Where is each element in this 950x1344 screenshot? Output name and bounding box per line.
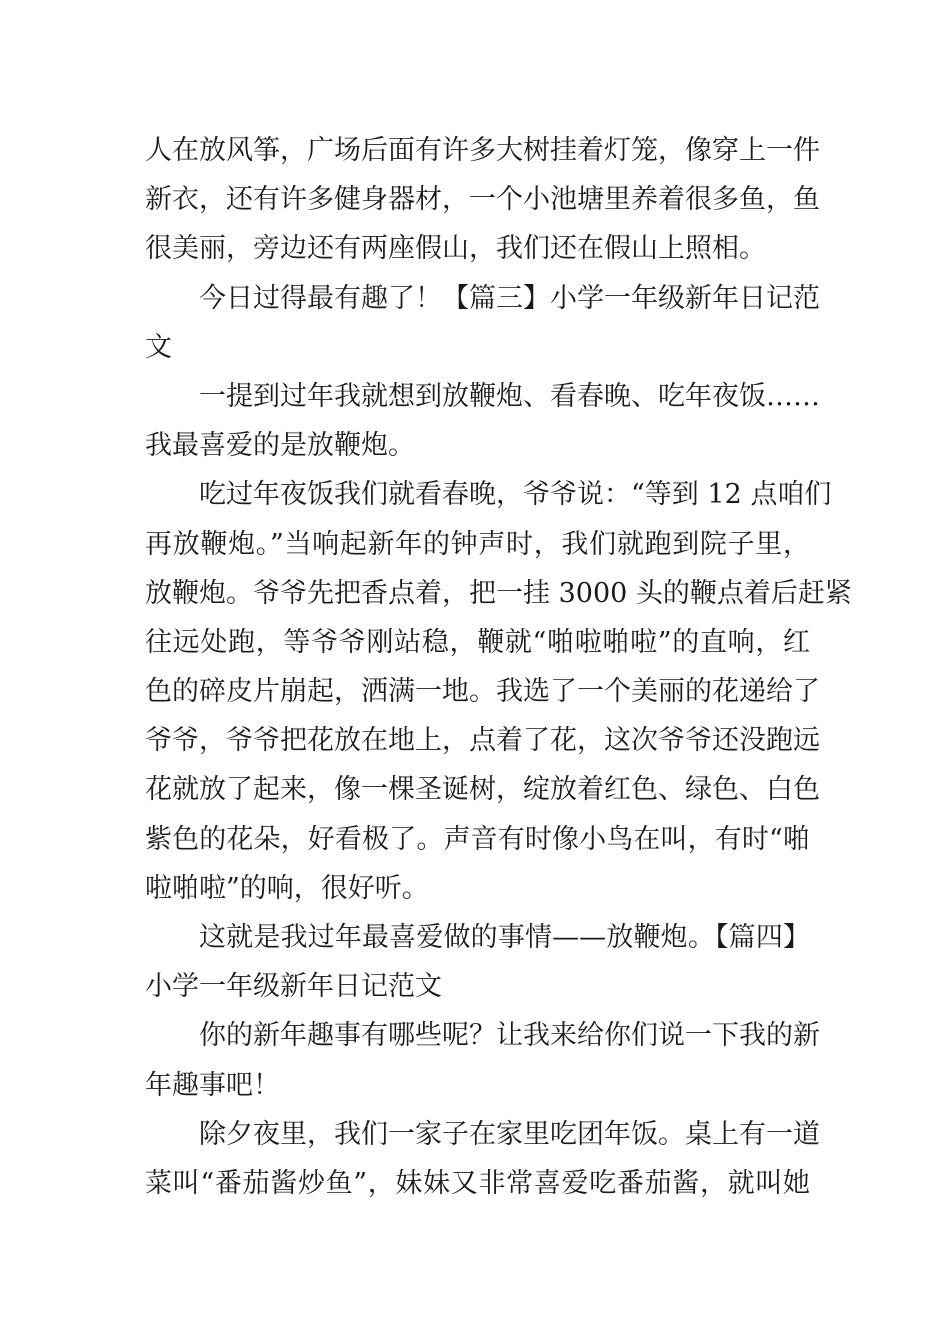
text-line: 啦啪啦”的响，很好听。	[145, 872, 429, 904]
paragraph-start-line: 一提到过年我就想到放鞭炮、看春晚、吃年夜饭……	[199, 380, 820, 412]
paragraph-start-line: 除夕夜里，我们一家子在家里吃团年饭。桌上有一道	[199, 1118, 820, 1150]
text-line: 色的碎皮片崩起，洒满一地。我选了一个美丽的花递给了	[145, 676, 820, 708]
text-line: 新衣，还有许多健身器材，一个小池塘里养着很多鱼，鱼	[145, 184, 820, 216]
body-text	[145, 126, 852, 1208]
text-line: 年趣事吧！	[145, 1069, 280, 1101]
text-line: 文	[145, 331, 172, 363]
text-line: 爷爷，爷爷把花放在地上，点着了花，这次爷爷还没跑远	[145, 725, 820, 757]
paragraph-start-line: 吃过年夜饭我们就看春晚，爷爷说：“等到 12 点咱们	[199, 479, 832, 511]
text-line: 小学一年级新年日记范文	[145, 971, 442, 1003]
text-line: 紫色的花朵，好看极了。声音有时像小鸟在叫，有时“啪	[145, 823, 810, 855]
text-line: 人在放风筝，广场后面有许多大树挂着灯笼，像穿上一件	[145, 135, 820, 166]
text-line: 往远处跑，等爷爷刚站稳，鞭就“啪啦啪啦”的直响，红	[145, 626, 810, 658]
text-line: 花就放了起来，像一棵圣诞树，绽放着红色、绿色、白色	[145, 774, 820, 806]
text-line: 很美丽，旁边还有两座假山，我们还在假山上照相。	[145, 233, 766, 265]
text-line: 再放鞭炮。”当响起新年的钟声时，我们就跑到院子里，	[145, 528, 810, 560]
paragraph-start-line: 今日过得最有趣了！【篇三】小学一年级新年日记范	[199, 282, 820, 314]
text-line: 我最喜爱的是放鞭炮。	[145, 430, 415, 462]
text-line: 菜叫“番茄酱炒鱼”，妹妹又非常喜爱吃番茄酱，就叫她	[145, 1167, 810, 1199]
paragraph-start-line: 你的新年趣事有哪些呢？让我来给你们说一下我的新	[199, 1020, 820, 1052]
text-line: 放鞭炮。爷爷先把香点着，把一挂 3000 头的鞭点着后赶紧	[145, 577, 852, 609]
paragraph-start-line: 这就是我过年最喜爱做的事情——放鞭炮。【篇四】	[199, 922, 810, 953]
